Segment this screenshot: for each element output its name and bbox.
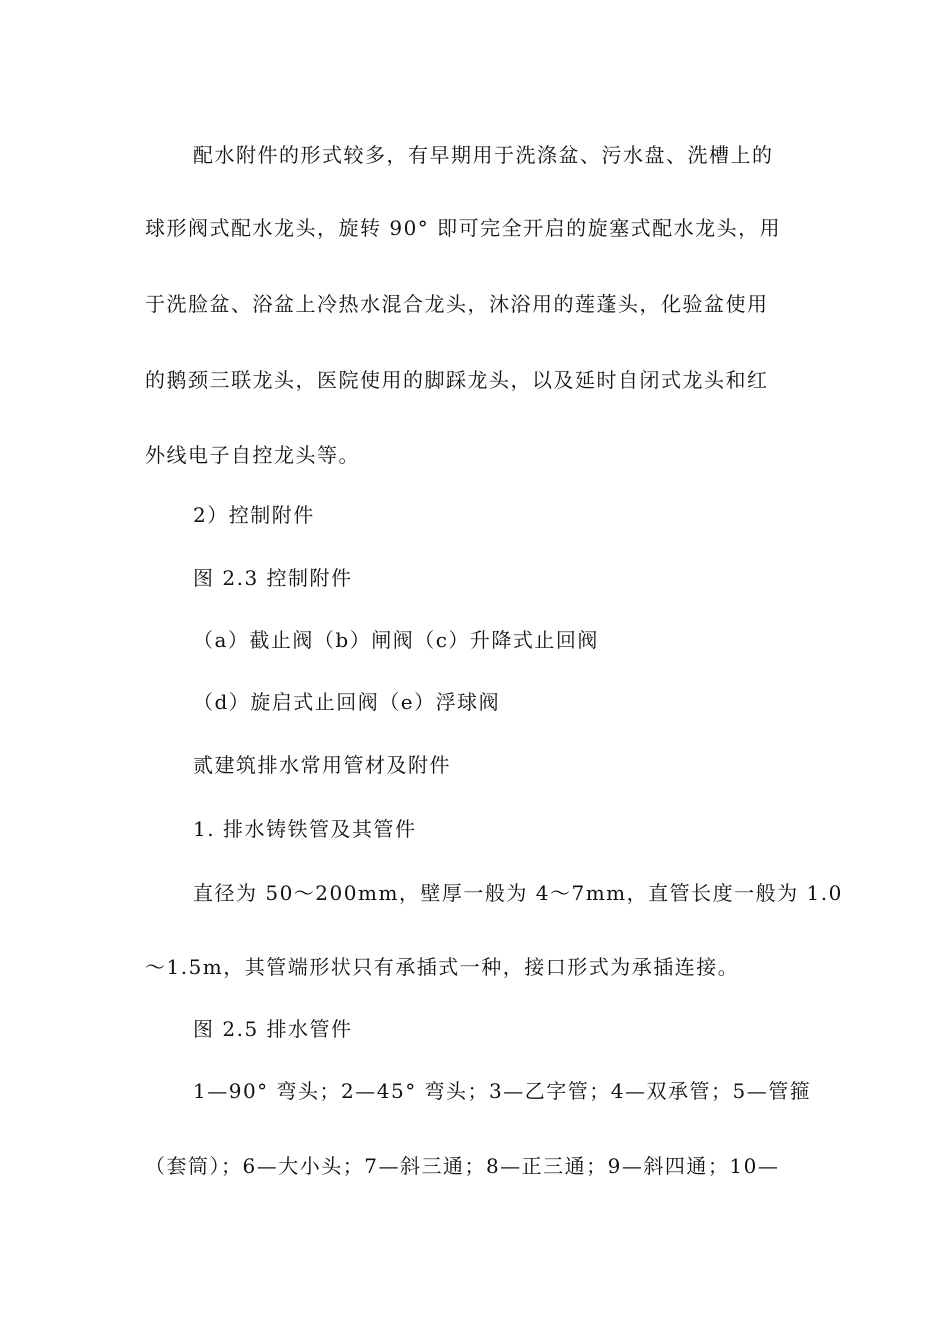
figure-legend: （套筒）；6—大小头；7—斜三通；8—正三通；9—斜四通；10— — [145, 1154, 780, 1178]
subsection-heading: 1. 排水铸铁管及其管件 — [193, 817, 417, 841]
paragraph-line: ～1.5m，其管端形状只有承插式一种，接口形式为承插连接。 — [145, 955, 740, 979]
section-heading: 贰建筑排水常用管材及附件 — [193, 753, 451, 777]
paragraph-line: 直径为 50～200mm，壁厚一般为 4～7mm，直管长度一般为 1.0 — [193, 881, 843, 905]
figure-caption: 图 2.3 控制附件 — [193, 566, 353, 590]
figure-legend: （a）截止阀（b）闸阀（c）升降式止回阀 — [193, 628, 599, 652]
paragraph-line: 于洗脸盆、浴盆上冷热水混合龙头，沐浴用的莲蓬头，化验盆使用 — [145, 292, 769, 316]
paragraph-line: 配水附件的形式较多，有早期用于洗涤盆、污水盘、洗槽上的 — [193, 143, 774, 167]
figure-legend: （d）旋启式止回阀（e）浮球阀 — [193, 690, 501, 714]
section-heading: 2）控制附件 — [193, 503, 315, 527]
paragraph-line: 的鹅颈三联龙头，医院使用的脚踩龙头，以及延时自闭式龙头和红 — [145, 368, 769, 392]
paragraph-line: 球形阀式配水龙头，旋转 90° 即可完全开启的旋塞式配水龙头，用 — [145, 216, 782, 240]
figure-legend: 1—90° 弯头；2—45° 弯头；3—乙字管；4—双承管；5—管箍 — [193, 1079, 812, 1103]
figure-caption: 图 2.5 排水管件 — [193, 1017, 353, 1041]
paragraph-line: 外线电子自控龙头等。 — [145, 443, 360, 467]
